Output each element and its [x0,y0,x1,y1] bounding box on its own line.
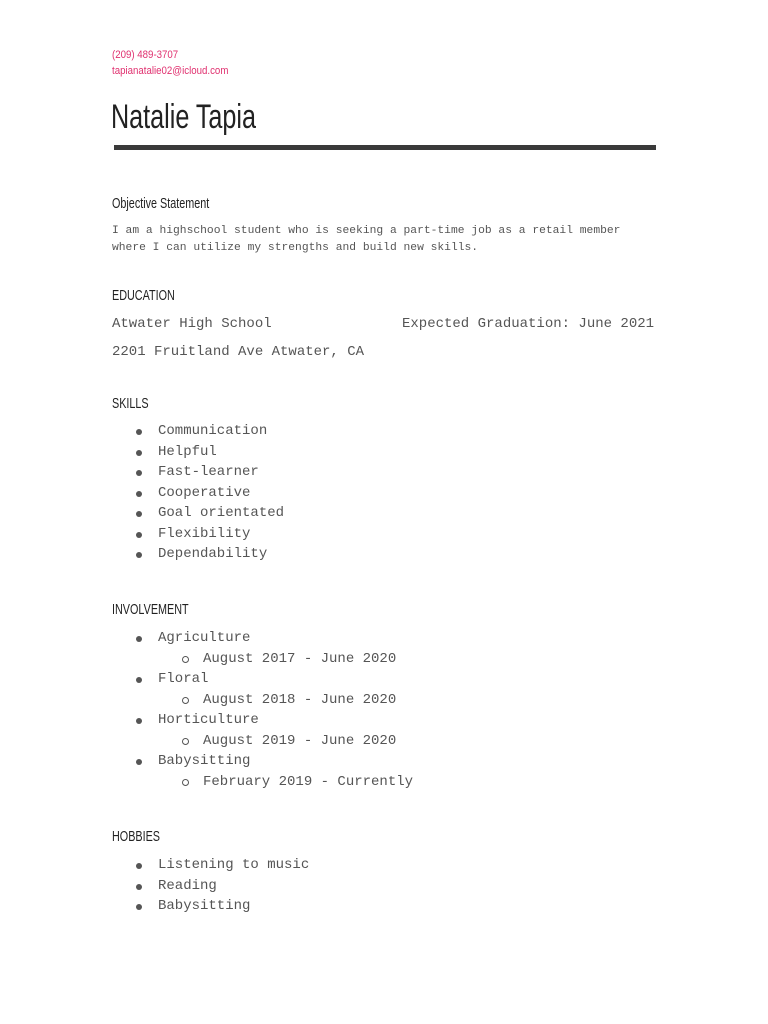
skill-label: Goal orientated [158,505,285,521]
email-address: tapianatalie02@icloud.com [112,65,229,77]
bullet-icon [136,718,142,724]
skill-label: Helpful [158,443,217,460]
bullet-icon [136,552,142,558]
bullet-icon [136,863,142,869]
list-subitem [112,690,413,711]
involvement-dates: August 2018 - June 2020 [203,691,397,708]
objective-line: where I can utilize my strengths and build new skills. [112,242,479,254]
involvement-name: Floral [158,671,209,687]
skills-heading: SKILLS [112,395,149,412]
bullet-icon [136,904,142,910]
hollow-bullet-icon [182,779,189,786]
involvement-heading: INVOLVEMENT [112,601,189,618]
bullet-icon [136,429,142,435]
school-name: Atwater High School [112,316,272,332]
list-item [112,483,284,504]
objective-heading: Objective Statement [112,195,210,212]
list-item [112,544,284,565]
hollow-bullet-icon [182,697,189,704]
skills-list [112,421,284,565]
title-divider [114,145,656,150]
list-item [112,876,309,897]
involvement-name: Agriculture [158,630,251,646]
list-subitem [112,731,413,752]
phone-number: (209) 489-3707 [112,49,179,61]
list-item [112,421,284,442]
list-item [112,442,284,463]
list-item [112,628,413,649]
school-address: 2201 Fruitland Ave Atwater, CA [112,344,365,360]
list-item [112,503,284,524]
list-item [112,710,413,731]
bullet-icon [136,470,142,476]
hobbies-list [112,855,309,917]
skill-label: Flexibility [158,525,251,542]
list-item [112,855,309,876]
involvement-dates: February 2019 - Currently [203,773,414,790]
hobby-label: Reading [158,877,217,894]
skill-label: Fast-learner [158,464,259,480]
involvement-dates: August 2017 - June 2020 [203,650,397,667]
bullet-icon [136,677,142,683]
education-heading: EDUCATION [112,287,175,304]
skill-label: Communication [158,423,268,439]
list-item [112,524,284,545]
hollow-bullet-icon [182,738,189,745]
bullet-icon [136,636,142,642]
resume-name: Natalie Tapia [111,98,257,136]
skill-label: Cooperative [158,484,251,501]
hobby-label: Babysitting [158,898,251,914]
hobby-label: Listening to music [158,857,310,873]
list-subitem [112,649,413,670]
list-item [112,896,309,917]
bullet-icon [136,450,142,456]
list-item [112,669,413,690]
bullet-icon [136,759,142,765]
objective-text [112,223,620,257]
involvement-list [112,628,413,792]
bullet-icon [136,884,142,890]
objective-line: I am a highschool student who is seeking a part-time job as a retail member [112,225,621,237]
list-item [112,751,413,772]
bullet-icon [136,491,142,497]
list-subitem [112,772,413,793]
graduation-date: Expected Graduation: June 2021 [402,316,655,332]
involvement-name: Babysitting [158,753,251,769]
list-item [112,462,284,483]
bullet-icon [136,532,142,538]
involvement-name: Horticulture [158,712,259,728]
involvement-dates: August 2019 - June 2020 [203,732,397,749]
skill-label: Dependability [158,546,268,562]
contact-info [112,47,228,79]
hobbies-heading: HOBBIES [112,828,161,845]
hollow-bullet-icon [182,656,189,663]
bullet-icon [136,511,142,517]
